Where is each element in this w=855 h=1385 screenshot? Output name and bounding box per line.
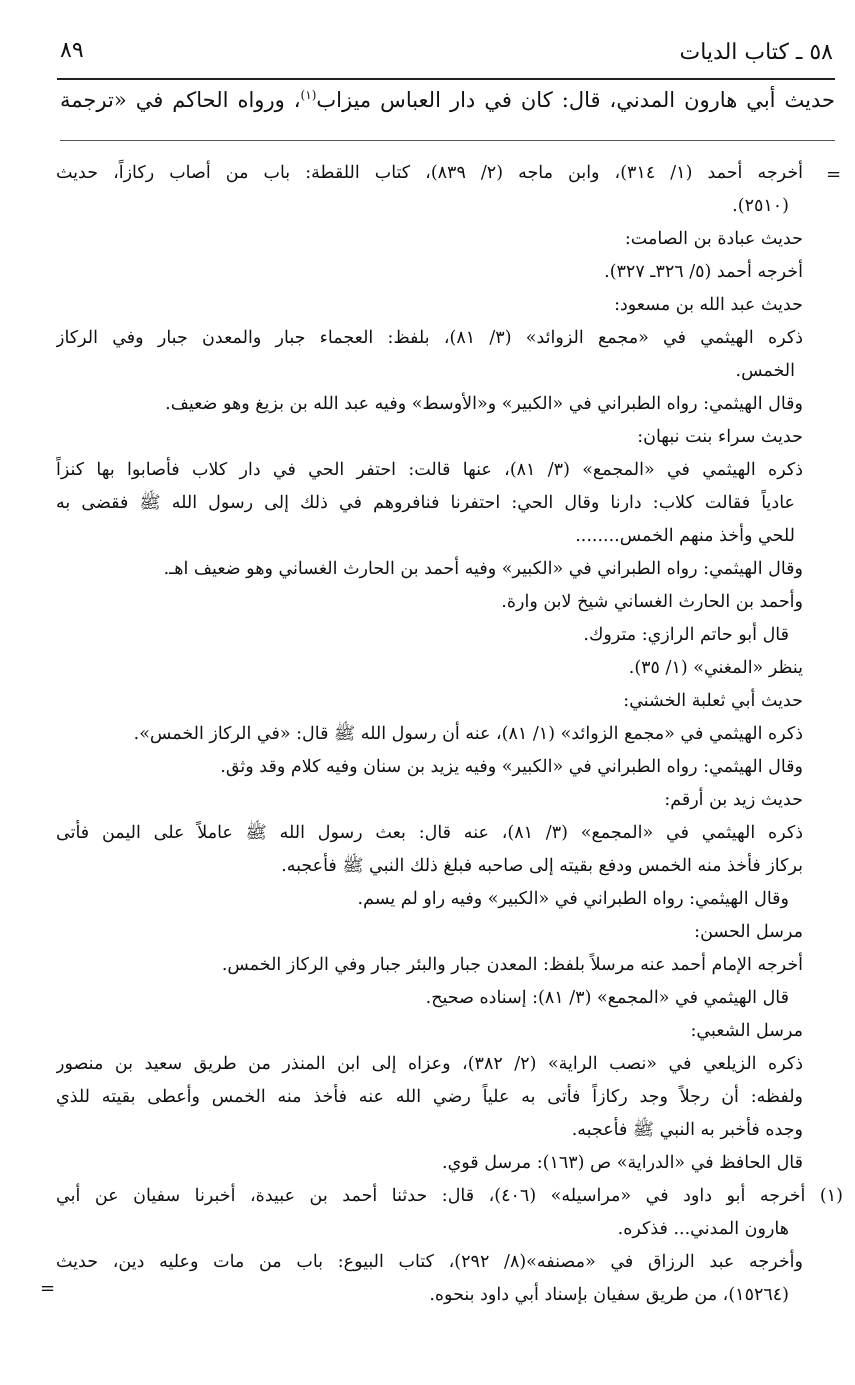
footnote-1-line: هارون المدني... فذكره.	[617, 1219, 789, 1239]
note-line: وقال الهيثمي: رواه الطبراني في «الكبير» وفيه يزيد بن سنان وفيه كلام وقد وثق.	[220, 757, 803, 777]
footnote-1-line: (١) أخرجه أبو داود في «مراسيله» (٤٠٦)، قال: حدثنا أحمد بن عبيدة، أخبرنا سفيان عن أبي	[56, 1186, 843, 1206]
continuation-mark-top: =	[826, 164, 842, 185]
note-line: مرسل الحسن:	[694, 922, 803, 942]
footnotes	[56, 157, 843, 1312]
note-line: حديث عبد الله بن مسعود:	[614, 295, 803, 315]
main-text-start: حديث أبي هارون المدني، قال: كان في دار العباس ميزاب	[316, 88, 835, 112]
note-line: قال الهيثمي في «المجمع» (٣/ ٨١): إسناده صحيح.	[425, 988, 789, 1008]
note-line: الخمس.	[735, 361, 795, 381]
note-line: قال الحافظ في «الدراية» ص (١٦٣): مرسل قوي.	[442, 1153, 803, 1173]
note-line: مرسل الشعبي:	[690, 1021, 803, 1041]
note-line: (٢٥١٠).	[732, 196, 789, 216]
note-line: وقال الهيثمي: رواه الطبراني في «الكبير» وفيه راو لم يسم.	[357, 889, 789, 909]
note-line: أخرجه الإمام أحمد عنه مرسلاً بلفظ: المعدن جبار والبئر جبار وفي الركاز الخمس.	[221, 955, 803, 975]
note-line: ذكره الهيثمي في «مجمع الزوائد» (٣/ ٨١)، بلفظ: العجماء جبار والمعدن جبار وفي الركاز	[56, 328, 803, 348]
note-line: ينظر «المغني» (١/ ٣٥).	[628, 658, 803, 678]
note-line: ولفظه: أن رجلاً وجد ركازاً فأتى به علياً رضي الله عنه فأخذ منه الخمس وأعطى بقيته للذي	[56, 1087, 803, 1107]
note-line: أخرجه أحمد (٥/ ٣٢٦ـ ٣٢٧).	[604, 262, 803, 282]
note-line: حديث عبادة بن الصامت:	[624, 229, 803, 249]
note-line: عادياً فقالت كلاب: دارنا وقال الحي: احتفرنا فنافروهم في ذلك إلى رسول الله ﷺ فقضى به	[56, 493, 795, 513]
footnote-1-line: وأخرجه عبد الرزاق في «مصنفه»(٨/ ٢٩٢)، كتاب البيوع: باب من مات وعليه دين، حديث	[56, 1252, 803, 1272]
header-rule	[57, 78, 835, 80]
page-number: ٨٩	[60, 38, 84, 63]
note-line: قال أبو حاتم الرازي: متروك.	[583, 625, 789, 645]
note-line: وجده فأخبر به النبي ﷺ فأعجبه.	[571, 1120, 803, 1140]
footnote-ref: (١)	[300, 88, 317, 102]
note-line: ذكره الهيثمي في «المجمع» (٣/ ٨١)، عنها قالت: احتفر الحي في دار كلاب فأصابوا بها كنزاً	[56, 460, 803, 480]
note-line: للحي وأخذ منهم الخمس........	[575, 526, 795, 546]
note-line: وقال الهيثمي: رواه الطبراني في «الكبير» و«الأوسط» وفيه عبد الله بن بزيغ وهو ضعيف.	[165, 394, 803, 414]
footnote-1-line: (١٥٢٦٤)، من طريق سفيان بإسناد أبي داود بنحوه.	[429, 1285, 789, 1305]
continuation-mark-bottom: =	[40, 1278, 56, 1299]
footnote-divider	[60, 140, 835, 141]
note-line: ذكره الزيلعي في «نصب الراية» (٢/ ٣٨٢)، وعزاه إلى ابن المنذر من طريق سعيد بن منصور	[56, 1054, 803, 1074]
note-line: ذكره الهيثمي في «المجمع» (٣/ ٨١)، عنه قال: بعث رسول الله ﷺ عاملاً على اليمن فأتى	[56, 823, 803, 843]
note-line: بركاز فأخذ منه الخمس ودفع بقيته إلى صاحبه فبلغ ذلك النبي ﷺ فأعجبه.	[281, 856, 803, 876]
note-line: حديث أبي ثعلبة الخشني:	[623, 691, 803, 711]
note-line: أخرجه أحمد (١/ ٣١٤)، وابن ماجه (٢/ ٨٣٩)، كتاب اللقطة: باب من أصاب ركازاً، حديث	[56, 163, 803, 183]
main-text-end: ، ورواه الحاكم في «ترجمة	[60, 88, 301, 112]
chapter-title: ٥٨ ـ كتاب الديات	[679, 40, 833, 65]
note-line: ذكره الهيثمي في «مجمع الزوائد» (١/ ٨١)، عنه أن رسول الله ﷺ قال: «في الركاز الخمس».	[133, 724, 803, 744]
running-header	[60, 38, 833, 76]
main-text	[60, 88, 835, 112]
note-line: وقال الهيثمي: رواه الطبراني في «الكبير» وفيه أحمد بن الحارث الغساني وهو ضعيف اهـ.	[163, 559, 803, 579]
note-line: حديث سراء بنت نبهان:	[637, 427, 803, 447]
note-line: وأحمد بن الحارث الغساني شيخ لابن وارة.	[501, 592, 803, 612]
note-line: حديث زيد بن أرقم:	[664, 790, 803, 810]
